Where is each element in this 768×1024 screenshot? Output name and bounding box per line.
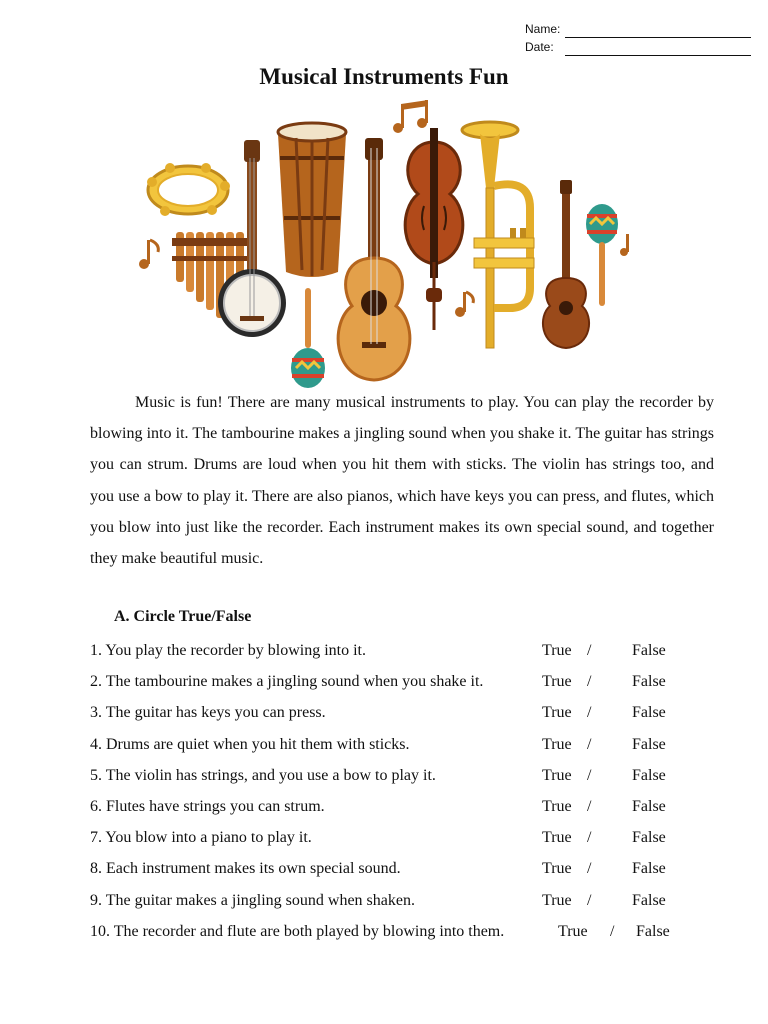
date-label: Date: xyxy=(525,40,554,54)
date-blank-line[interactable] xyxy=(565,43,751,56)
music-note-small-icon xyxy=(455,292,473,317)
true-option[interactable]: True xyxy=(542,642,572,659)
music-notes-icon xyxy=(393,100,428,133)
false-option[interactable]: False xyxy=(632,829,666,847)
maraca-right-icon xyxy=(586,204,618,306)
name-blank-line[interactable] xyxy=(565,25,751,38)
instruments-illustration xyxy=(130,98,640,390)
question-row xyxy=(90,824,690,855)
false-option[interactable]: False xyxy=(632,766,666,784)
question-row xyxy=(90,668,690,699)
question-row xyxy=(90,887,690,918)
question-text: 8. Each instrument makes its own special sound. xyxy=(90,860,401,878)
question-text: 4. Drums are quiet when you hit them with sticks. xyxy=(90,735,410,753)
true-option[interactable]: True xyxy=(542,735,572,753)
question-row xyxy=(90,855,690,886)
false-option[interactable]: False xyxy=(632,891,666,909)
option-separator: / xyxy=(587,829,592,847)
option-separator: / xyxy=(587,891,592,909)
question-text: 5. The violin has strings, and you use a bow to play it. xyxy=(90,766,436,784)
option-separator: / xyxy=(587,860,592,878)
question-text: 9. The guitar makes a jingling sound when shaken. xyxy=(90,891,415,909)
false-option[interactable]: False xyxy=(632,735,666,753)
question-row xyxy=(90,699,690,730)
question-text: 2. The tambourine makes a jingling sound when you shake it. xyxy=(90,673,484,691)
option-separator: / xyxy=(587,673,592,691)
option-separator: / xyxy=(587,735,592,753)
music-note-right-icon xyxy=(620,234,629,256)
question-text: 3. The guitar has keys you can press. xyxy=(90,704,326,722)
ukulele-icon xyxy=(543,180,589,348)
question-row xyxy=(90,762,690,793)
question-text: 1. You play the recorder by blowing into it. xyxy=(90,642,366,659)
option-separator: / xyxy=(610,922,615,940)
question-row xyxy=(90,793,690,824)
option-separator: / xyxy=(587,797,592,815)
trumpet-icon xyxy=(462,122,534,348)
question-text: 10. The recorder and flute are both played by blowing into them. xyxy=(90,922,505,940)
true-option[interactable]: True xyxy=(558,922,588,940)
true-option[interactable]: True xyxy=(542,797,572,815)
false-option[interactable]: False xyxy=(632,797,666,815)
false-option[interactable]: False xyxy=(636,922,670,940)
section-heading: A. Circle True/False xyxy=(114,608,252,625)
violin-icon xyxy=(405,128,463,330)
true-option[interactable]: True xyxy=(542,860,572,878)
page-title: Musical Instruments Fun xyxy=(259,64,509,89)
option-separator: / xyxy=(587,642,592,659)
false-option[interactable]: False xyxy=(632,673,666,691)
name-date-block xyxy=(525,20,751,56)
question-row xyxy=(90,918,690,949)
drum-icon xyxy=(278,123,346,277)
question-text: 7. You blow into a piano to play it. xyxy=(90,829,312,847)
option-separator: / xyxy=(587,766,592,784)
maraca-icon xyxy=(291,288,325,388)
true-option[interactable]: True xyxy=(542,829,572,847)
question-row xyxy=(90,731,690,762)
name-row xyxy=(525,20,751,38)
option-separator: / xyxy=(587,704,592,722)
name-label: Name: xyxy=(525,22,561,36)
true-option[interactable]: True xyxy=(542,704,572,722)
intro-paragraph: Music is fun! There are many musical instruments to play. You can play the recorder by blowing into it. The tambourine makes a jingling sound when you shake it. The guitar has strings you can strum. Drums are loud when you hit them with sticks. The violin has strings too, and you use a bow to play it. There are also pianos, which have keys you can press, and flutes, which you blow into just like the recorder. Each instrument makes its own special sound, and together they make beautiful music. xyxy=(90,394,714,568)
false-option[interactable]: False xyxy=(632,642,666,659)
true-option[interactable]: True xyxy=(542,766,572,784)
false-option[interactable]: False xyxy=(632,704,666,722)
false-option[interactable]: False xyxy=(632,860,666,878)
question-text: 6. Flutes have strings you can strum. xyxy=(90,797,325,815)
date-row xyxy=(525,38,751,56)
true-option[interactable]: True xyxy=(542,673,572,691)
music-note-icon xyxy=(139,240,158,269)
guitar-icon xyxy=(338,138,410,380)
true-false-list xyxy=(90,637,690,949)
tambourine-icon xyxy=(147,163,230,216)
question-row xyxy=(90,637,690,668)
true-option[interactable]: True xyxy=(542,891,572,909)
